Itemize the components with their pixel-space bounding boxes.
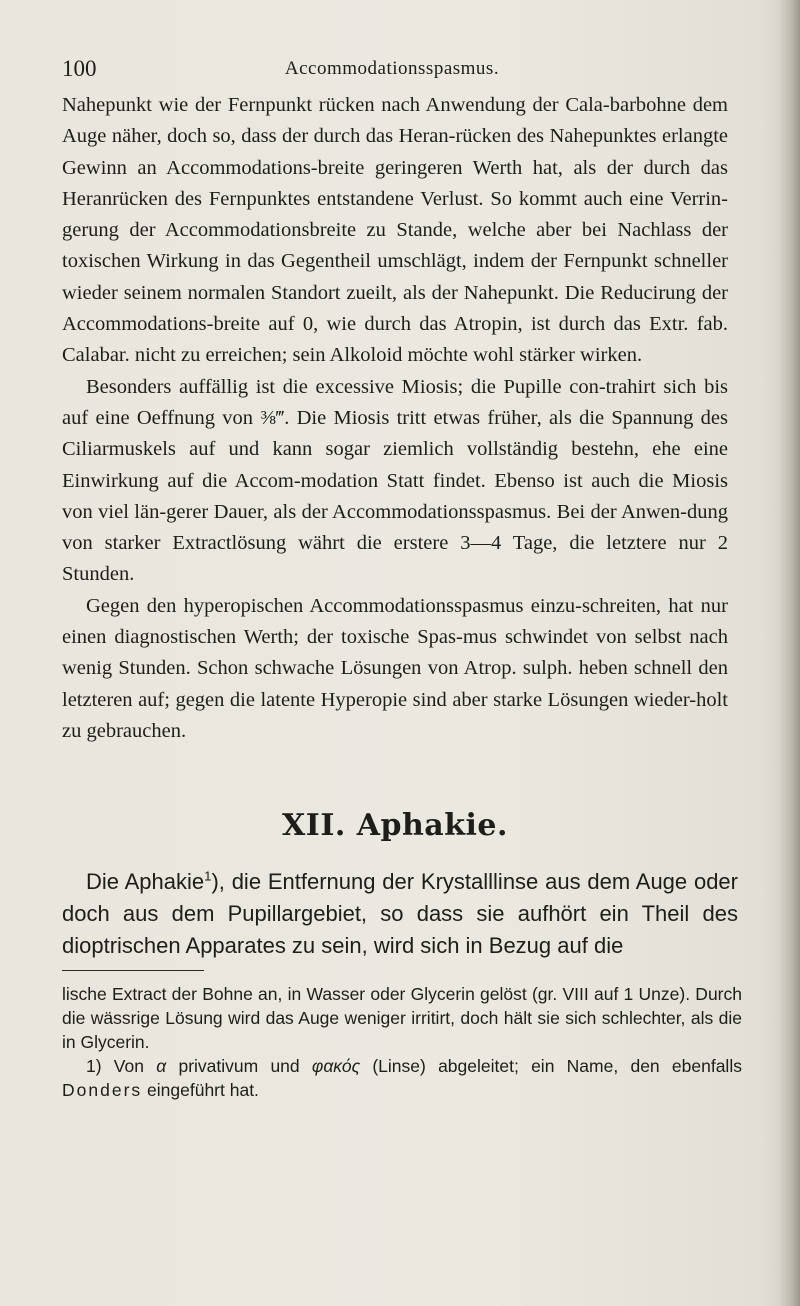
- footnote-marker: 1: [204, 868, 212, 884]
- section-heading: XII. Aphakie.: [282, 808, 508, 843]
- paragraph: Nahepunkt wie der Fernpunkt rücken nach Anwendung der Cala-barbohne dem Auge näher, doch so, dass der durch das Heran-rücken des Nahepunktes erlangte Gewinn an Accommodations-breite geringeren Werth hat, als der durch das Heranrücken des Fernpunktes entstandene Verlust. So kommt auch eine Verrin-gerung der Accommodationsbreite zu Stande, welche aber bei Nachlass der toxischen Wirkung in das Gegentheil umschlägt, indem der Fernpunkt schneller wieder seinem normalen Standort zueilt, als der Nahepunkt. Die Reducirung der Accommodations-breite auf 0, wie durch das Atropin, ist durch das Extr. fab. Calabar. nicht zu erreichen; sein Alkoloid möchte wohl stärker wirken.: [62, 94, 728, 367]
- paragraph: Besonders auffällig ist die excessive Miosis; die Pupille con-trahirt sich bis auf eine Oeffnung von ⅜‴. Die Miosis tritt etwas früher, als die Spannung des Ciliarmuskels auf und kann sogar ziemlich vollständig bestehn, ehe eine Einwirkung auf die Accom-modation Statt findet. Ebenso ist auch die Miosis von viel län-gerer Dauer, als der Accommodationsspasmus. Bei der Anwen-dung von starker Extractlösung währt die erstere 3—4 Tage, die letztere nur 2 Stunden.: [62, 375, 728, 586]
- footnote-continuation: lische Extract der Bohne an, in Wasser oder Glycerin gelöst (gr. VIII auf 1 Unze). Durch die wässrige Lösung wird das Auge weniger irritirt, doch hält sie sich schlechter, als die in Glycerin.: [62, 984, 742, 1052]
- main-text: [62, 90, 728, 747]
- footnote-1-alpha: α: [156, 1056, 167, 1076]
- footnote-1-greek: φακός: [311, 1056, 361, 1076]
- footnote-1-author: Donders: [62, 1080, 143, 1100]
- page-gutter-shadow: [778, 0, 800, 1306]
- section-paragraph: [62, 866, 738, 962]
- footnote-1-prefix: 1) Von: [86, 1056, 144, 1076]
- section-text: [62, 866, 738, 962]
- paragraph: Gegen den hyperopischen Accommodationsspasmus einzu-schreiten, hat nur einen diagnostischen Werth; der toxische Spas-mus schwindet von selbst nach wenig Stunden. Schon schwache Lösungen von Atrop. sulph. heben schnell den letzteren auf; gegen die latente Hyperopie sind aber starke Lösungen wieder-holt zu gebrauchen.: [62, 594, 728, 742]
- footnote-1-mid: privativum und: [178, 1056, 300, 1076]
- section-text-rest: ), die Entfernung der Krystalllinse aus dem Auge oder doch aus dem Pupillargebiet, so dass sie aufhört ein Theil des dioptrischen Apparates zu sein, wird sich in Bezug auf die: [62, 869, 738, 958]
- footnote-1-suffix: (Linse) abgeleitet; ein Name, den ebenfalls: [372, 1056, 742, 1076]
- page-header: [62, 56, 722, 90]
- running-title: Accommodationsspasmus.: [284, 58, 500, 79]
- page-number: 100: [62, 56, 97, 81]
- section-text-start: Die Aphakie: [86, 869, 205, 894]
- footnote-1: [62, 1054, 742, 1102]
- footnote-rule: [62, 970, 204, 971]
- footnote-1-end: eingeführt hat.: [147, 1080, 259, 1100]
- footnotes: [62, 982, 742, 1102]
